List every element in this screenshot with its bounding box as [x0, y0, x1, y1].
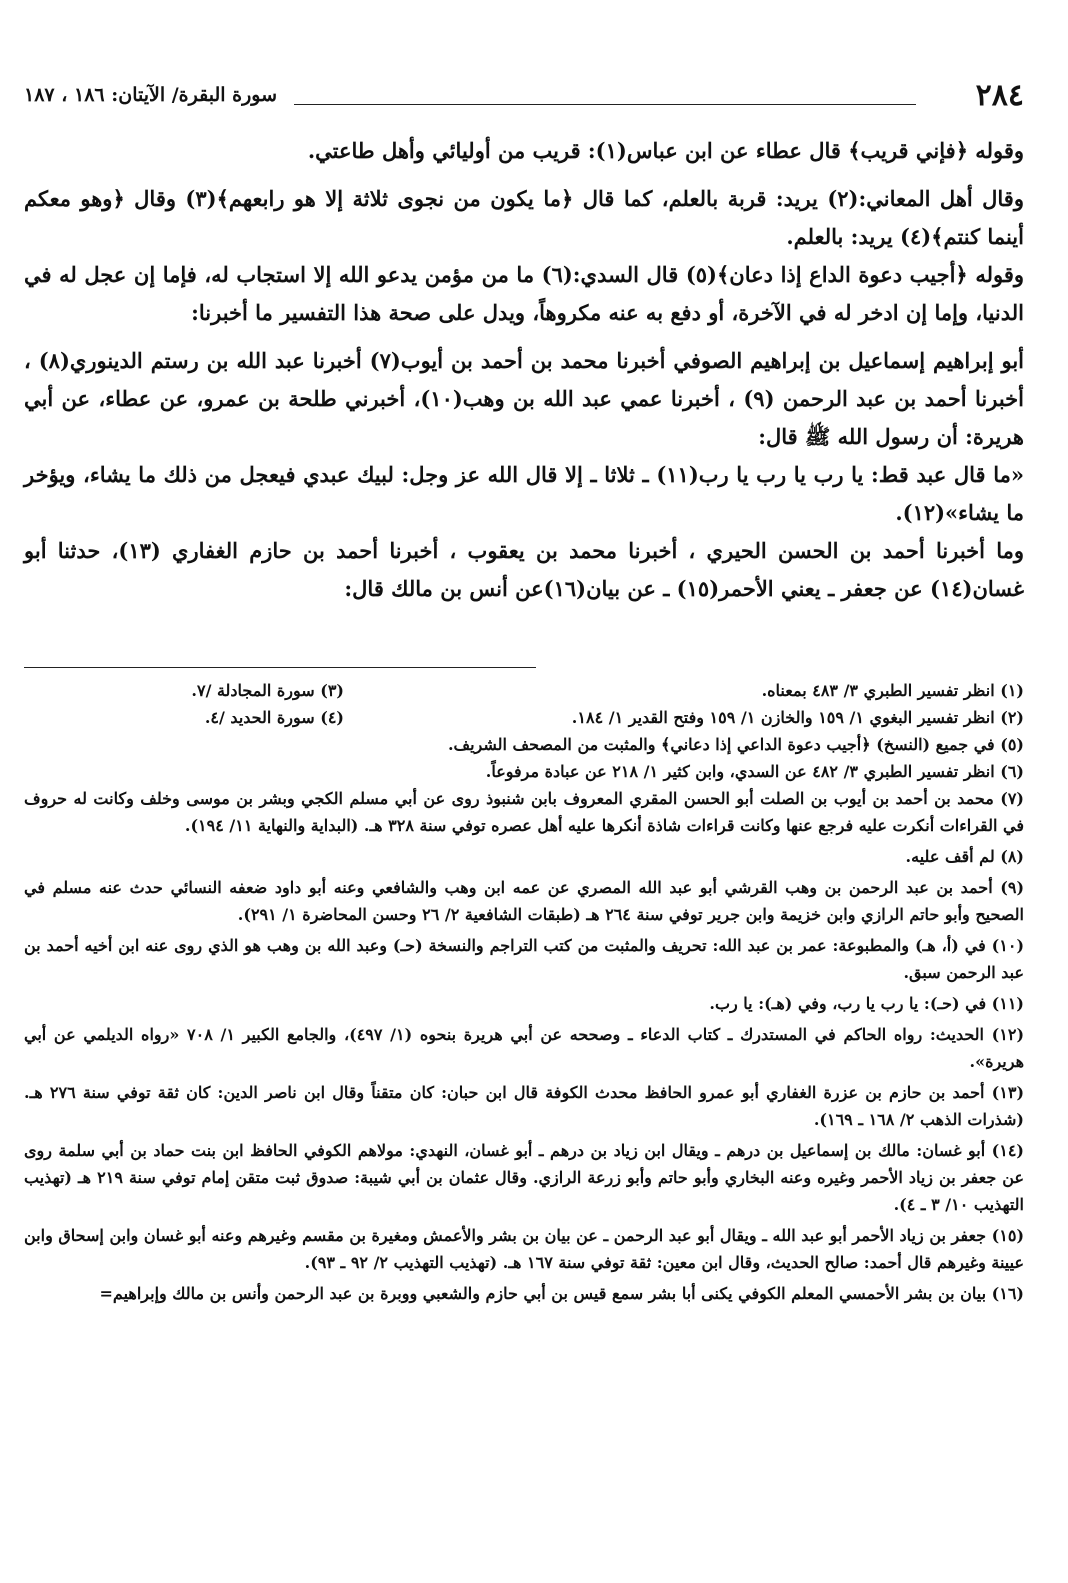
page-number: ٢٨٤: [975, 78, 1024, 113]
main-text: [24, 132, 1024, 608]
footnote: (٤) سورة الحديد /٤.: [204, 708, 344, 727]
footnote: (٦) انظر تفسير الطبري ٣/ ٤٨٢ عن السدي، وابن كثير ١/ ٢١٨ عن عبادة مرفوعاً.: [485, 762, 1024, 781]
header-title: سورة البقرة/ الآيتان: ١٨٦ ، ١٨٧: [24, 84, 278, 106]
footnote-row: [24, 677, 1024, 704]
footnote: (٣) سورة المجادلة /٧.: [191, 681, 344, 700]
paragraph: وما أخبرنا أحمد بن الحسن الحيري ، أخبرنا محمد بن يعقوب ، أخبرنا أحمد بن حازم الغفاري (١٣)، حدثنا أبو غسان(١٤) عن جعفر ـ يعني الأحمر(١٥) ـ عن بيان(١٦)عن أنس بن مالك قال:: [24, 538, 1024, 601]
footnote: (١٥) جعفر بن زياد الأحمر أبو عبد الله ـ ويقال أبو عبد الرحمن ـ عن بيان بن بشر والأعمش ومغيرة بن مقسم وغيرهم وعنه أبو غسان وابن إسحاق وابن عيينة وغيرهم قال أحمد: صالح الحديث، وقال ابن معين: ثقة توفي سنة ١٦٧ هـ. (تهذيب التهذيب ٢/ ٩٢ ـ ٩٣).: [24, 1226, 1025, 1272]
book-page: [24, 0, 1024, 1583]
paragraph: وقوله ﴿فإني قريب﴾ قال عطاء عن ابن عباس(١): قريب من أوليائي وأهل طاعتي.: [307, 138, 1024, 163]
footnote-rule: [24, 667, 536, 668]
footnote: (١٣) أحمد بن حازم بن عزرة الغفاري أبو عمرو الحافظ محدث الكوفة قال ابن حبان: كان متقناً وقال ابن ناصر الدين: كان ثقة توفي سنة ٢٧٦ هـ. (شذرات الذهب ٢/ ١٦٨ ـ ١٦٩).: [24, 1083, 1025, 1129]
footnote: (٢) انظر تفسير البغوي ١/ ١٥٩ والخازن ١/ ١٥٩ وفتح القدير ١/ ١٨٤.: [571, 708, 1024, 727]
footnote: (١٦) بيان بن بشر الأحمسي المعلم الكوفي يكنى أبا بشر سمع قيس بن أبي حازم والشعبي ووبرة بن عبد الرحمن وأنس بن مالك وإبراهيم=: [99, 1284, 1024, 1303]
footnotes: [24, 677, 1024, 1307]
footnote: (٥) في جميع (النسخ) ﴿أجيب دعوة الداعي إذا دعاني﴾ والمثبت من المصحف الشريف.: [447, 735, 1024, 754]
footnote: (١) انظر تفسير الطبري ٣/ ٤٨٣ بمعناه.: [761, 681, 1024, 700]
running-header: [24, 78, 1024, 118]
paragraph: «ما قال عبد قط: يا رب يا رب يا رب(١١) ـ ثلاثا ـ إلا قال الله عز وجل: لبيك عبدي فيعجل من ذلك ما يشاء، ويؤخر ما يشاء»(١٢).: [24, 462, 1025, 525]
footnote: (١١) في (حـ): يا رب يا رب، وفي (هـ): يا رب.: [709, 994, 1024, 1013]
footnote: (١٠) في (أ، هـ) والمطبوعة: عمر بن عبد الله: تحريف والمثبت من كتب التراجم والنسخة (حـ) وعبد الله بن وهب هو الذي روى عنه ابن أخيه أحمد بن عبد الرحمن سبق.: [24, 936, 1025, 982]
footnote: (٨) لم أقف عليه.: [905, 847, 1024, 866]
paragraph: وقال أهل المعاني:(٢) يريد: قربة بالعلم، كما قال ﴿ما يكون من نجوى ثلاثة إلا هو رابعهم﴾(٣) وقال ﴿وهو معكم أينما كنتم﴾(٤) يريد: بالعلم.: [24, 186, 1024, 249]
footnote: (٧) محمد بن أحمد بن أيوب بن الصلت أبو الحسن المقري المعروف بابن شنبوذ روى عن أبي مسلم الكجي وبشر بن موسى وخلف وكانت له حروف في القراءات أنكرت عليه فرجع عنها وكانت قراءات شاذة أنكرها عليه أهل عصره توفي سنة ٣٢٨ هـ. (البداية والنهاية ١١/ ١٩٤).: [24, 789, 1024, 835]
paragraph: أبو إبراهيم إسماعيل بن إبراهيم الصوفي أخبرنا محمد بن أحمد بن أيوب(٧) أخبرنا عبد الله بن رستم الدينوري(٨) ، أخبرنا أحمد بن عبد الرحمن (٩) ، أخبرنا عمي عبد الله بن وهب(١٠)، أخبرني طلحة بن عمرو، عن عطاء، عن أبي هريرة: أن رسول الله ﷺ قال:: [24, 348, 1025, 449]
footnote: (١٤) أبو غسان: مالك بن إسماعيل بن درهم ـ ويقال ابن زياد بن درهم ـ أبو غسان، النهدي: مولاهم الكوفي الحافظ ابن بنت حماد بن أبي سلمة روى عن جعفر بن زياد الأحمر وغيره وعنه البخاري وأبو حاتم وأبو زرعة الرازي. وقال عثمان بن أبي شيبة: صدوق ثبت متقن إمام توفي سنة ٢١٩ هـ (تهذيب التهذيب ١٠/ ٣ ـ ٤).: [24, 1141, 1024, 1214]
footnote: (١٢) الحديث: رواه الحاكم في المستدرك ـ كتاب الدعاء ـ وصححه عن أبي هريرة بنحوه (١/ ٤٩٧)، والجامع الكبير ١/ ٧٠٨ «رواه الديلمي عن أبي هريرة».: [24, 1025, 1025, 1071]
paragraph: وقوله ﴿أجيب دعوة الداع إذا دعان﴾(٥) قال السدي:(٦) ما من مؤمن يدعو الله إلا استجاب له، فإما إن عجل له في الدنيا، وإما إن ادخر له في الآخرة، أو دفع به عنه مكروهاً، ويدل على صحة هذا التفسير ما أخبرنا:: [24, 262, 1024, 325]
footnote: (٩) أحمد بن عبد الرحمن بن وهب القرشي أبو عبد الله المصري عن عمه ابن وهب والشافعي وعنه أبو داود ضعفه النسائي حدث عنه مسلم في الصحيح وأبو حاتم الرازي وابن خزيمة وابن جرير توفي سنة ٢٦٤ هـ (طبقات الشافعية ٢/ ٢٦ وحسن المحاضرة ١/ ٢٩١).: [24, 878, 1025, 924]
header-rule: [294, 104, 916, 105]
footnote-row: [24, 704, 1024, 731]
